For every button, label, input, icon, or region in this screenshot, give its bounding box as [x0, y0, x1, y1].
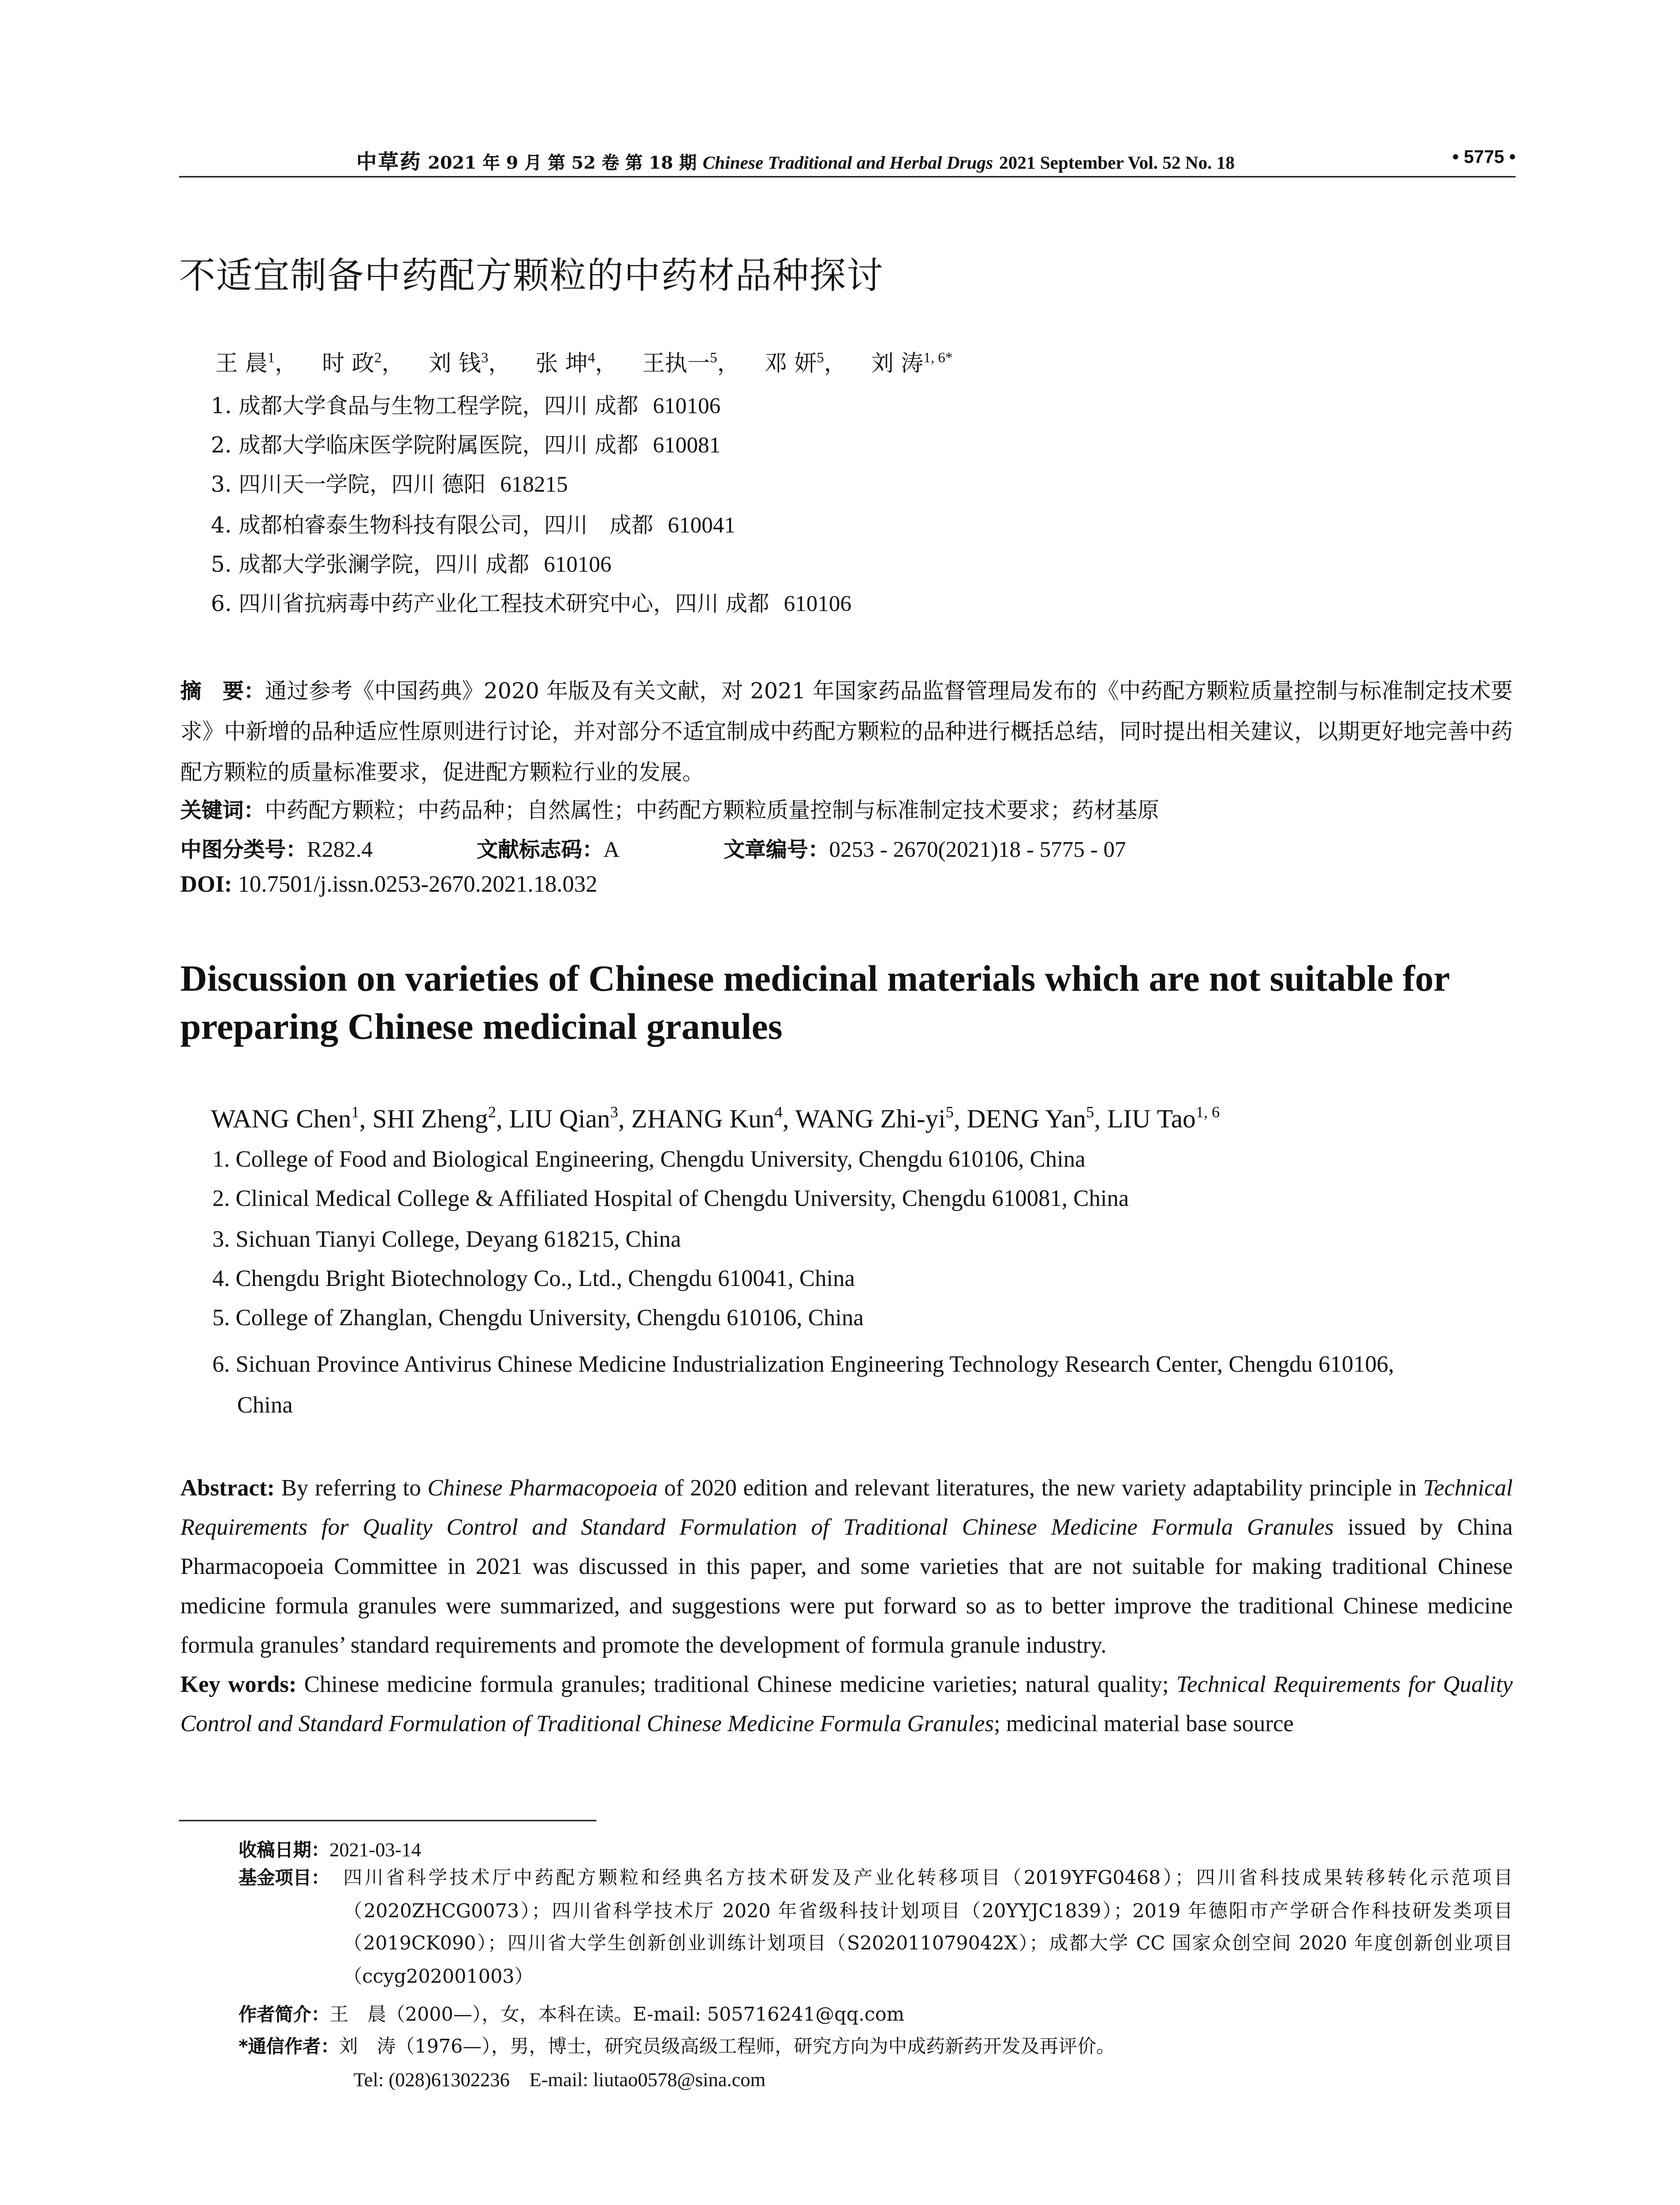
- author-cn: 王 晨$^1$: [215, 350, 275, 377]
- author-cn: 刘 涛$^{1, 6*}$: [871, 350, 953, 377]
- affiliation-en: 4. Chengdu Bright Biotechnology Co., Ltd., Chengdu 610041, China: [212, 1267, 855, 1292]
- abstract-label-en: Abstract:: [180, 1476, 275, 1502]
- footnote-corresponding: *通信作者：刘 涛（1976—），男，博士，研究员级高级工程师，研究方向为中成药新药开发及再评价。: [238, 2035, 1115, 2059]
- keywords-label-en: Key words:: [180, 1673, 297, 1698]
- affiliation-cn: 2. 成都大学临床医学院附属医院，四川 成都 610081: [211, 432, 721, 459]
- author-list-cn: 王 晨$^1$， 时 政$^2$， 刘 钱$^3$， 张 坤$^4$， 王执一$^5$， 邓 妍$^5$， 刘 涛$^{1, 6*}$: [215, 350, 953, 377]
- author-en: DENG Yan$^5$: [967, 1104, 1094, 1133]
- doc-code-field: 文献标志码：A: [477, 838, 620, 863]
- affiliation-cn: 3. 四川天一学院，四川 德阳 618215: [211, 471, 568, 498]
- author-en: WANG Zhi-$yi^5$: [795, 1104, 954, 1133]
- abstract-label-cn: 摘 要：: [180, 680, 265, 704]
- affiliation-en: 6. Sichuan Province Antivirus Chinese Medicine Industrialization Engineering Technology Research Center, Chengdu 610106, China: [212, 1353, 1394, 1418]
- article-title-en: Discussion on varieties of Chinese medicinal materials which are not suitable for preparing Chinese medicinal granules: [180, 957, 1449, 1048]
- author-en: LIU Tao$^{1, 6}$: [1107, 1104, 1220, 1133]
- doi-value: 10.7501/j.issn.0253-2670.2021.18.032: [238, 873, 597, 898]
- affiliation-en: 3. Sichuan Tianyi College, Deyang 618215, China: [212, 1228, 681, 1253]
- issue-info-cn: 2021 年 9 月 第 52 卷 第 18 期: [428, 153, 697, 173]
- author-en: ZHANG Kun$^4$: [631, 1104, 783, 1133]
- author-cn: 王执一$^5$: [642, 350, 717, 377]
- affiliation-en: 1. College of Food and Biological Engineering, Chengdu University, Chengdu 610106, China: [212, 1147, 1086, 1173]
- header-journal-info: [356, 147, 1235, 176]
- abstract-en: Abstract: By referring to Chinese Pharmacopoeia of 2020 edition and relevant literatures, the new variety adaptability principle in Technical Requirements for Quality Control and Standard Formulation of Traditional Chinese Medicine Formula Granules issued by China Pharmacopoeia Committee in 2021 was discussed in this paper, and some varieties that are not suitable for making traditional Chinese medicine formula granules were summarized, and suggestions were put forward so as to better improve the traditional Chinese medicine formula granules’ standard requirements and promote the development of formula granule industry.: [180, 1476, 1513, 1659]
- issue-info-en: 2021 September Vol. 52 No. 18: [999, 153, 1235, 173]
- affiliation-cn: 6. 四川省抗病毒中药产业化工程技术研究中心，四川 成都 610106: [211, 590, 851, 617]
- doi-label: DOI:: [180, 873, 232, 898]
- article-number-field: 文章编号：0253 - 2670(2021)18 - 5775 - 07: [724, 838, 1126, 863]
- author-en: WANG Chen$^1$: [211, 1104, 359, 1133]
- journal-name-en: Chinese Traditional and Herbal Drugs: [702, 153, 993, 173]
- abstract-cn: [180, 672, 1513, 792]
- funding-text: 四川省科学技术厅中药配方颗粒和经典名方技术研发及产业化转移项目（2019YFG0468）；四川省科技成果转移转化示范项目（2020ZHCG0073）；四川省科学技术厅 2020 年省级科技计划项目（20YYJC1839）；2019 年德阳市产学研合作科技研发类项目（2019CK090）；四川省大学生创新创业训练计划项目（S202011079042X）；成都大学 CC 国家众创空间 2020 年度创新创业项目（ccyg202001003）: [343, 1868, 1513, 1988]
- page-number: • 5775 •: [1452, 147, 1516, 168]
- header-rule: [179, 176, 1516, 177]
- article-title-cn: 不适宜制备中药配方颗粒的中药材品种探讨: [179, 254, 884, 297]
- doi-line: [180, 873, 597, 899]
- keywords-cn: 关键词：中药配方颗粒；中药品种；自然属性；中药配方颗粒质量控制与标准制定技术要求；药材基原: [180, 797, 1160, 824]
- clc-field: 中图分类号：R282.4: [180, 838, 373, 863]
- affiliation-cn: 1. 成都大学食品与生物工程学院，四川 成都 610106: [211, 392, 721, 419]
- affiliation-en: 5. College of Zhanglan, Chengdu University, Chengdu 610106, China: [212, 1306, 864, 1331]
- author-list-en: WANG Chen$^1$, SHI Zheng$^2$, LIU Qian$^3$, ZHANG Kun$^4$, WANG Zhi-$yi^5$, DENG Yan$^5$, LIU Tao$^{1, 6}$: [211, 1104, 1220, 1133]
- footnote-rule: [179, 1820, 597, 1821]
- running-header: [179, 147, 1516, 173]
- author-cn: 邓 妍$^5$: [764, 350, 824, 377]
- author-en: LIU Qian$^3$: [509, 1104, 618, 1133]
- abstract-text-cn: 通过参考《中国药典》2020 年版及有关文献，对 2021 年国家药品监督管理局发布的《中药配方颗粒质量控制与标准制定技术要求》中新增的品种适应性原则进行讨论，并对部分不适宜制成中药配方颗粒的品种进行概括总结，同时提出相关建议，以期更好地完善中药配方颗粒的质量标准要求，促进配方颗粒行业的发展。: [180, 678, 1513, 785]
- funding-label: 基金项目：: [238, 1866, 330, 1888]
- affiliation-cn: 4. 成都柏睿泰生物科技有限公司，四川 成都 610041: [211, 512, 735, 538]
- classification-line: [180, 833, 1126, 864]
- author-cn: 张 坤$^4$: [535, 350, 595, 377]
- keywords-en: Key words: Chinese medicine formula granules; traditional Chinese medicine varieties; natural quality; Technical Requirements for Quality Control and Standard Formulation of Traditional Chinese Medicine Formula Granules; medicinal material base source: [180, 1673, 1513, 1737]
- author-cn: 刘 钱$^3$: [429, 350, 489, 377]
- footnote-funding: [239, 1862, 1513, 1994]
- author-cn: 时 政$^2$: [322, 350, 382, 377]
- footnote-contact: Tel: (028)61302236 E-mail: liutao0578@sina.com: [353, 2068, 766, 2091]
- affiliation-en: 2. Clinical Medical College & Affiliated Hospital of Chengdu University, Chengdu 610081, China: [212, 1187, 1129, 1212]
- journal-name-cn: 中草药: [356, 151, 422, 175]
- footnote-author-bio: 作者简介：王 晨（2000—），女，本科在读。E-mail: 505716241@qq.com: [238, 2003, 905, 2027]
- affiliation-cn: 5. 成都大学张澜学院，四川 成都 610106: [211, 551, 612, 578]
- author-en: SHI Zheng$^2$: [372, 1104, 496, 1133]
- footnote-received: 收稿日期：2021-03-14: [238, 1839, 422, 1861]
